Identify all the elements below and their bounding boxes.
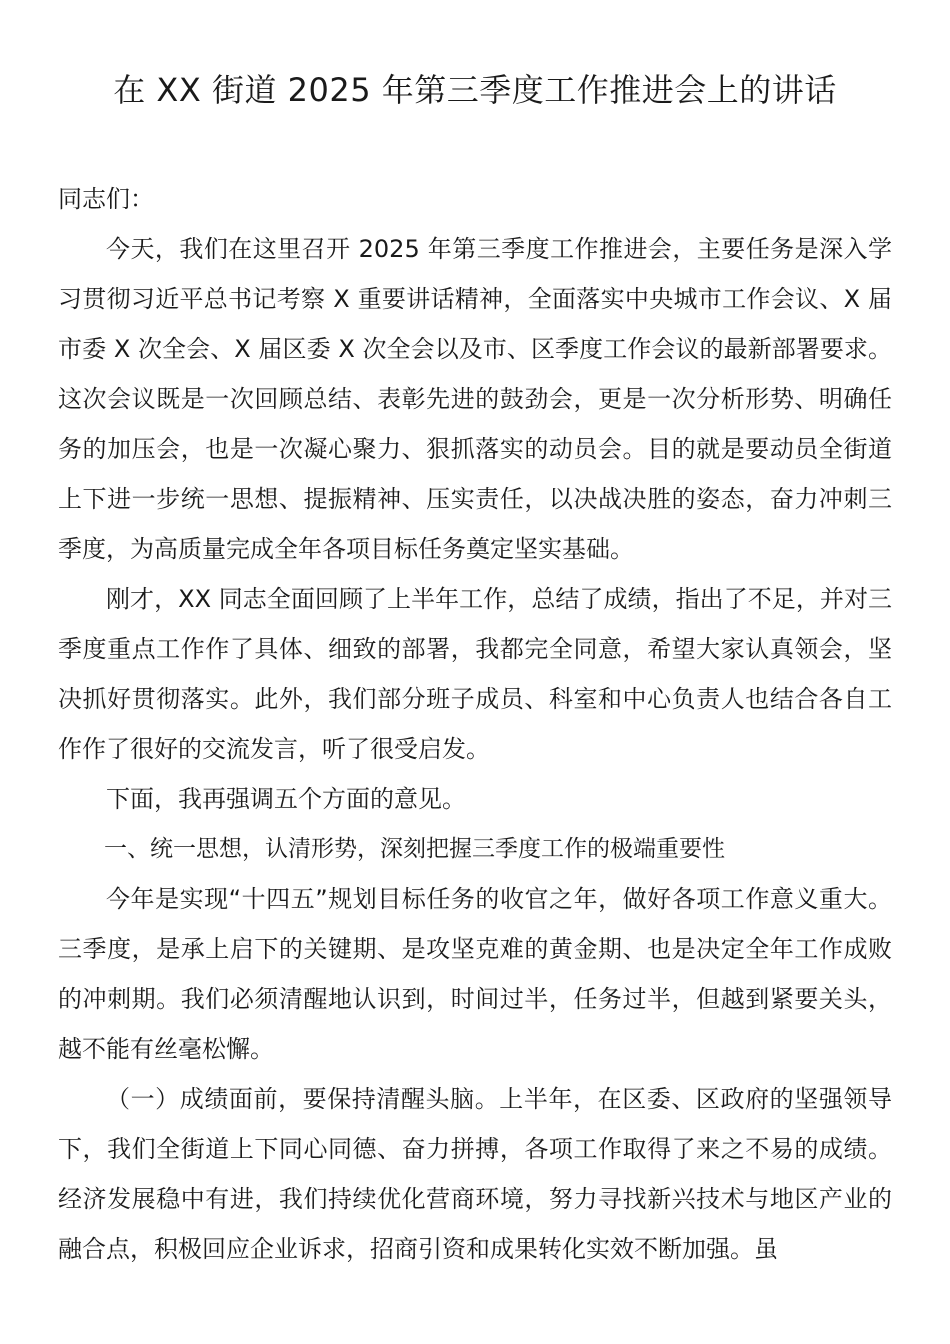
paragraph-review: 刚才，XX 同志全面回顾了上半年工作，总结了成绩，指出了不足，并对三季度重点工作作了具体、细致的部署，我都完全同意，希望大家认真领会，坚决抓好贯彻落实。此外，我们部分班子成员、科室和中心负责人也结合各自工作作了很好的交流发言，听了很受启发。	[58, 585, 892, 763]
paragraph-opening: 今天，我们在这里召开 2025 年第三季度工作推进会，主要任务是深入学习贯彻习近平总书记考察 X 重要讲话精神，全面落实中央城市工作会议、X 届市委 X 次全会、X 届区委 X 次全会以及市、区季度工作会议的最新部署要求。这次会议既是一次回顾总结、表彰先进的鼓劲会，更是一次分析形势、明确任务的加压会，也是一次凝心聚力、狠抓落实的动员会。目的就是要动员全街道上下进一步统一思想、提振精神、压实责任，以决战决胜的姿态，奋力冲刺三季度，为高质量完成全年各项目标任务奠定坚实基础。	[58, 235, 892, 563]
paragraph-section-intro: 今年是实现“十四五”规划目标任务的收官之年，做好各项工作意义重大。三季度，是承上启下的关键期、是攻坚克难的黄金期、也是决定全年工作成败的冲刺期。我们必须清醒地认识到，时间过半，任务过半，但越到紧要关头，越不能有丝毫松懈。	[58, 885, 892, 1063]
paragraph-transition: 下面，我再强调五个方面的意见。	[106, 785, 466, 813]
document-page	[58, 60, 892, 1274]
document-title: 在 XX 街道 2025 年第三季度工作推进会上的讲话	[113, 71, 837, 109]
document-body	[58, 174, 892, 1274]
salutation: 同志们：	[58, 185, 154, 213]
paragraph-subsection-one: （一）成绩面前，要保持清醒头脑。上半年，在区委、区政府的坚强领导下，我们全街道上下同心同德、奋力拼搏，各项工作取得了来之不易的成绩。经济发展稳中有进，我们持续优化营商环境，努力寻找新兴技术与地区产业的融合点，积极回应企业诉求，招商引资和成果转化实效不断加强。虽	[58, 1085, 892, 1263]
section-heading-one: 一、统一思想，认清形势，深刻把握三季度工作的极端重要性	[104, 836, 725, 862]
